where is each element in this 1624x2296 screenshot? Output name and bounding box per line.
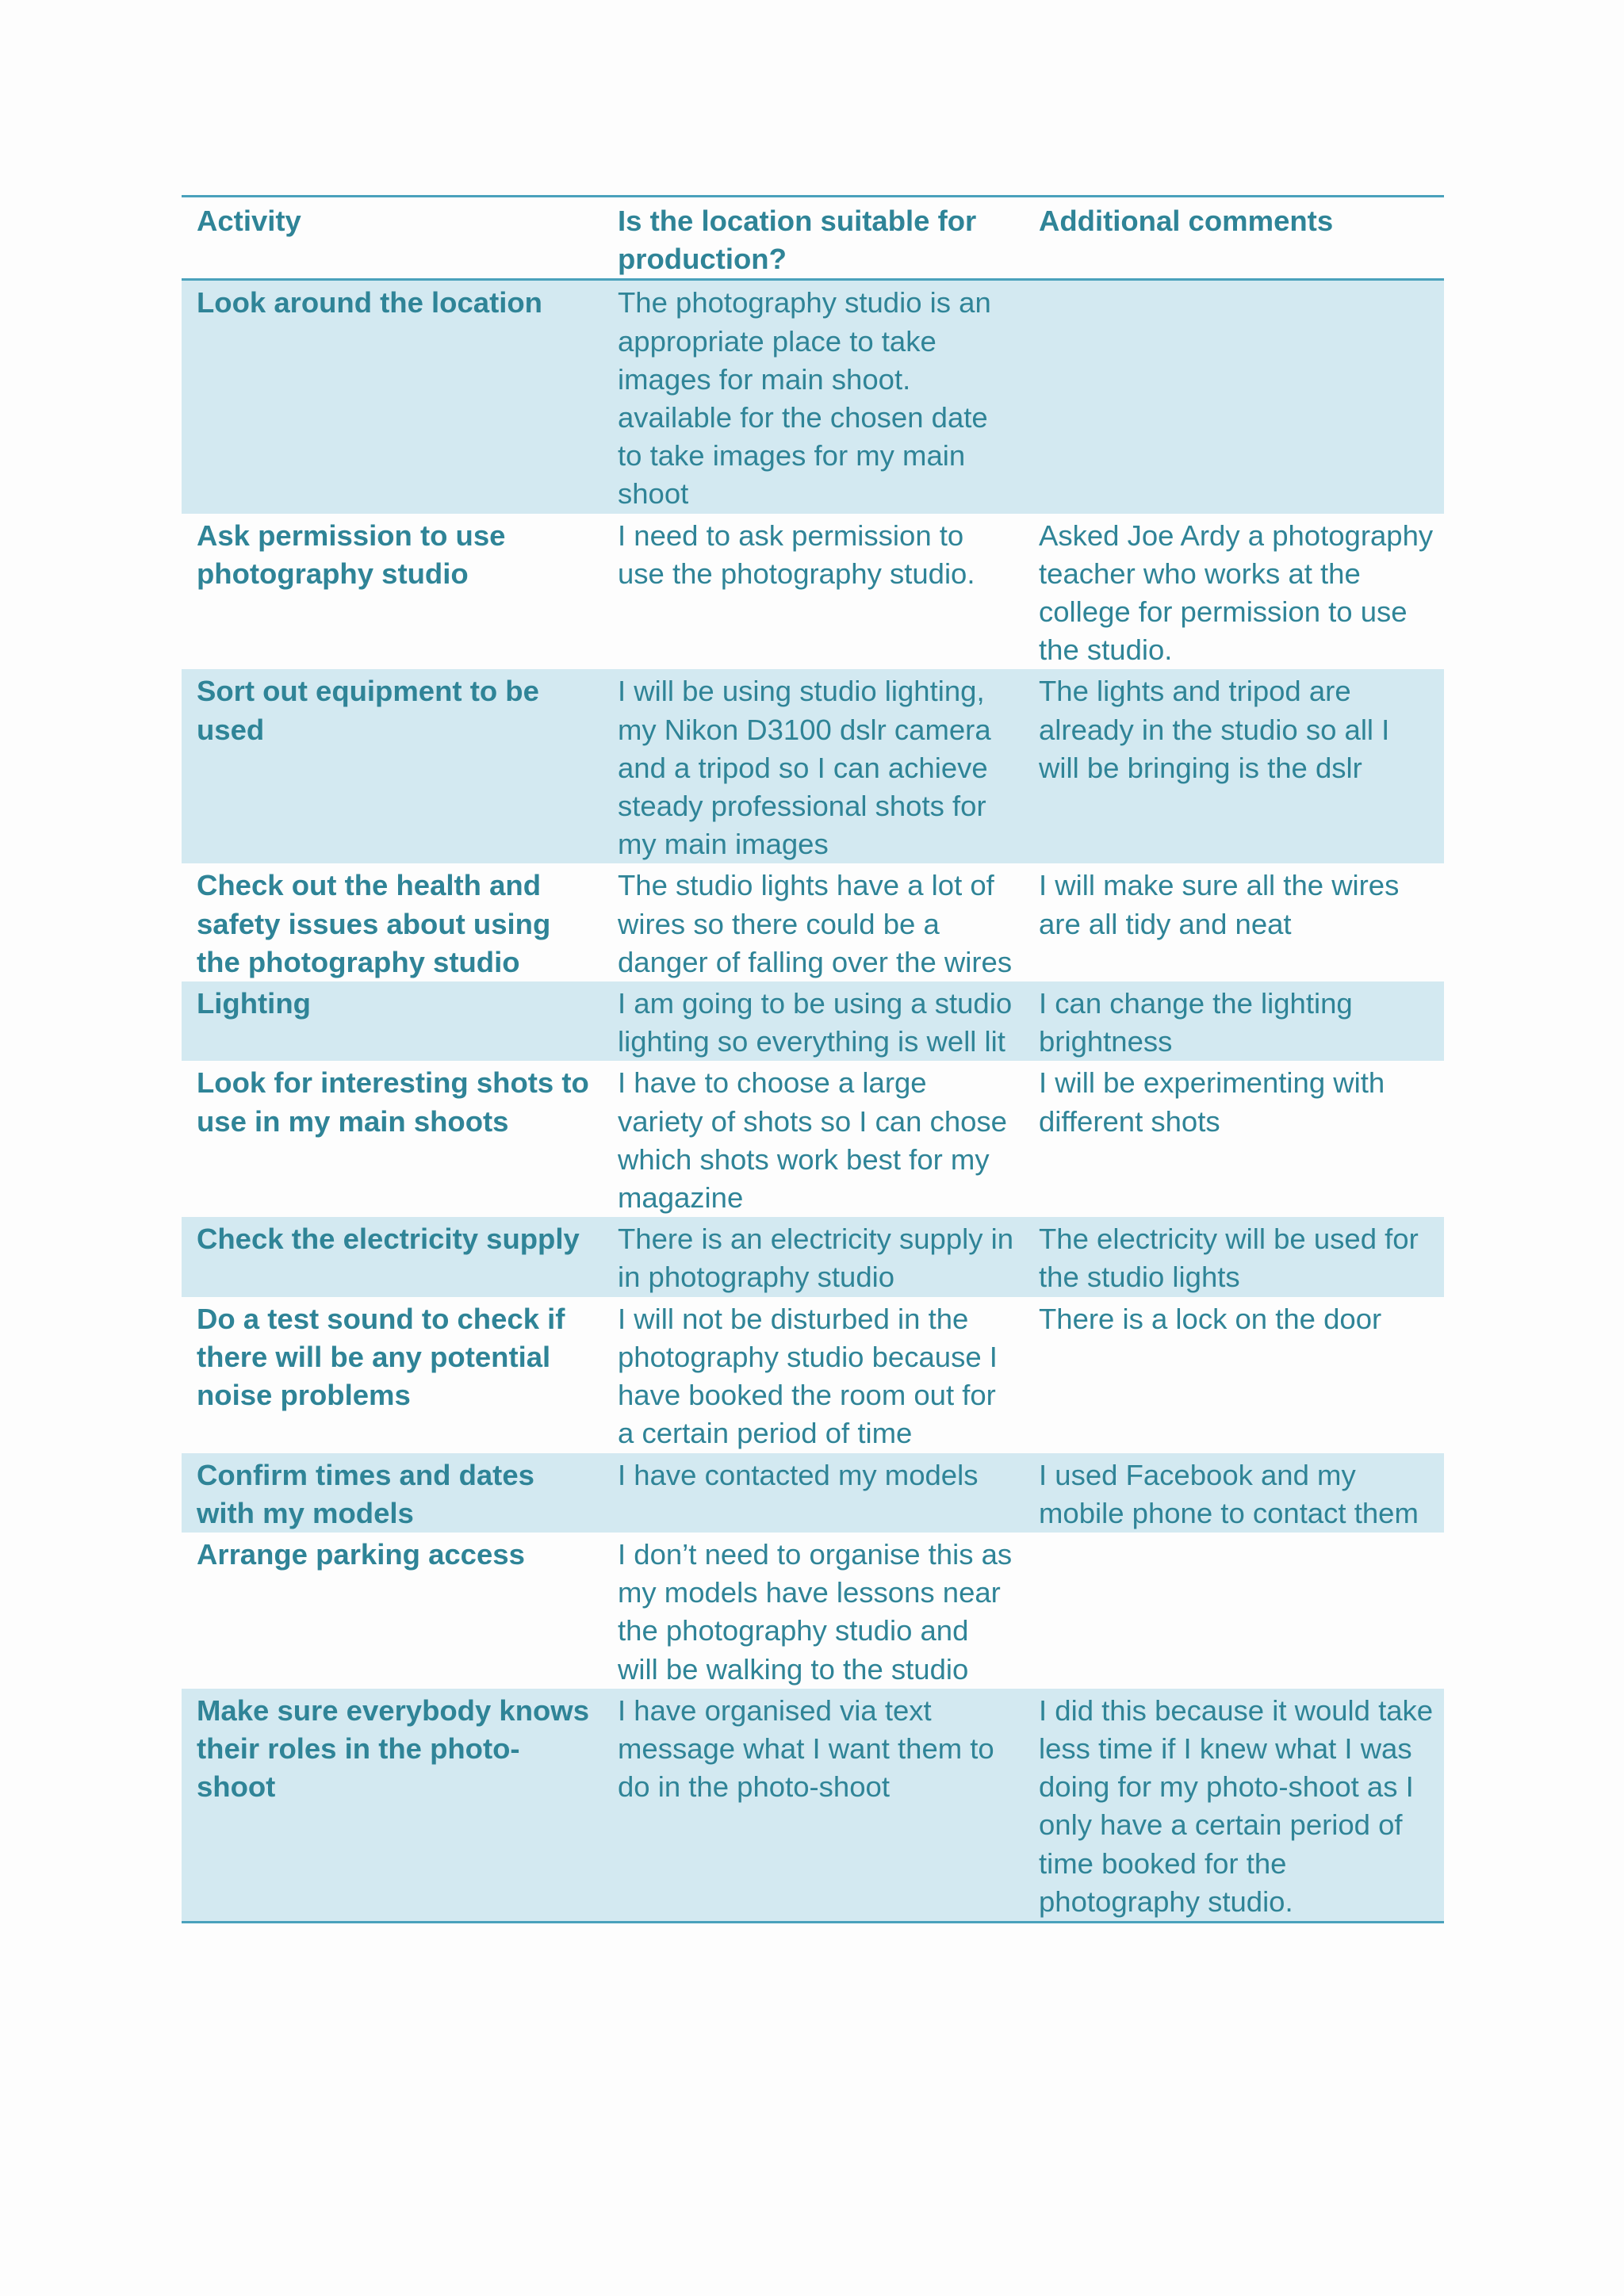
header-suitable: Is the location suitable for production? xyxy=(603,197,1024,280)
comments-cell: I will be experimenting with different shots xyxy=(1024,1061,1444,1217)
comments-cell: I did this because it would take less time if I knew what I was doing for my photo-shoot as I only have a certain period of time booked for the photography studio. xyxy=(1024,1689,1444,1923)
header-activity: Activity xyxy=(182,197,603,280)
comments-cell: The lights and tripod are already in the studio so all I will be bringing is the dslr xyxy=(1024,669,1444,863)
table-row xyxy=(182,982,1444,1061)
comments-cell xyxy=(1024,1533,1444,1689)
table-row xyxy=(182,1297,1444,1453)
activity-cell: Look around the location xyxy=(182,280,603,514)
suitable-cell: I will be using studio lighting, my Nikon D3100 dslr camera and a tripod so I can achieve steady professional shots for my main images xyxy=(603,669,1024,863)
header-comments: Additional comments xyxy=(1024,197,1444,280)
recce-table xyxy=(182,195,1444,1923)
suitable-cell: I need to ask permission to use the photography studio. xyxy=(603,514,1024,670)
comments-cell: I will make sure all the wires are all tidy and neat xyxy=(1024,863,1444,982)
activity-cell: Make sure everybody knows their roles in the photo-shoot xyxy=(182,1689,603,1923)
activity-cell: Confirm times and dates with my models xyxy=(182,1453,603,1533)
table-header-row xyxy=(182,197,1444,280)
table-row xyxy=(182,1689,1444,1923)
suitable-cell: The studio lights have a lot of wires so there could be a danger of falling over the wires xyxy=(603,863,1024,982)
table-row xyxy=(182,1217,1444,1296)
activity-cell: Do a test sound to check if there will be any potential noise problems xyxy=(182,1297,603,1453)
suitable-cell: I don’t need to organise this as my models have lessons near the photography studio and will be walking to the studio xyxy=(603,1533,1024,1689)
comments-cell: Asked Joe Ardy a photography teacher who works at the college for permission to use the studio. xyxy=(1024,514,1444,670)
activity-cell: Check out the health and safety issues about using the photography studio xyxy=(182,863,603,982)
comments-cell: There is a lock on the door xyxy=(1024,1297,1444,1453)
table-row xyxy=(182,1061,1444,1217)
comments-cell: The electricity will be used for the studio lights xyxy=(1024,1217,1444,1296)
activity-cell: Lighting xyxy=(182,982,603,1061)
comments-cell: I used Facebook and my mobile phone to contact them xyxy=(1024,1453,1444,1533)
comments-cell xyxy=(1024,280,1444,514)
suitable-cell: The photography studio is an appropriate place to take images for main shoot. available for the chosen date to take images for my main shoot xyxy=(603,280,1024,514)
activity-cell: Look for interesting shots to use in my main shoots xyxy=(182,1061,603,1217)
suitable-cell: I have to choose a large variety of shots so I can chose which shots work best for my magazine xyxy=(603,1061,1024,1217)
table-row xyxy=(182,863,1444,982)
table-row xyxy=(182,1533,1444,1689)
activity-cell: Ask permission to use photography studio xyxy=(182,514,603,670)
table-row xyxy=(182,669,1444,863)
activity-cell: Check the electricity supply xyxy=(182,1217,603,1296)
suitable-cell: There is an electricity supply in in photography studio xyxy=(603,1217,1024,1296)
comments-cell: I can change the lighting brightness xyxy=(1024,982,1444,1061)
activity-cell: Arrange parking access xyxy=(182,1533,603,1689)
table-row xyxy=(182,280,1444,514)
suitable-cell: I will not be disturbed in the photography studio because I have booked the room out for a certain period of time xyxy=(603,1297,1024,1453)
table-row xyxy=(182,1453,1444,1533)
suitable-cell: I am going to be using a studio lighting so everything is well lit xyxy=(603,982,1024,1061)
suitable-cell: I have contacted my models xyxy=(603,1453,1024,1533)
table-row xyxy=(182,514,1444,670)
activity-cell: Sort out equipment to be used xyxy=(182,669,603,863)
suitable-cell: I have organised via text message what I want them to do in the photo-shoot xyxy=(603,1689,1024,1923)
